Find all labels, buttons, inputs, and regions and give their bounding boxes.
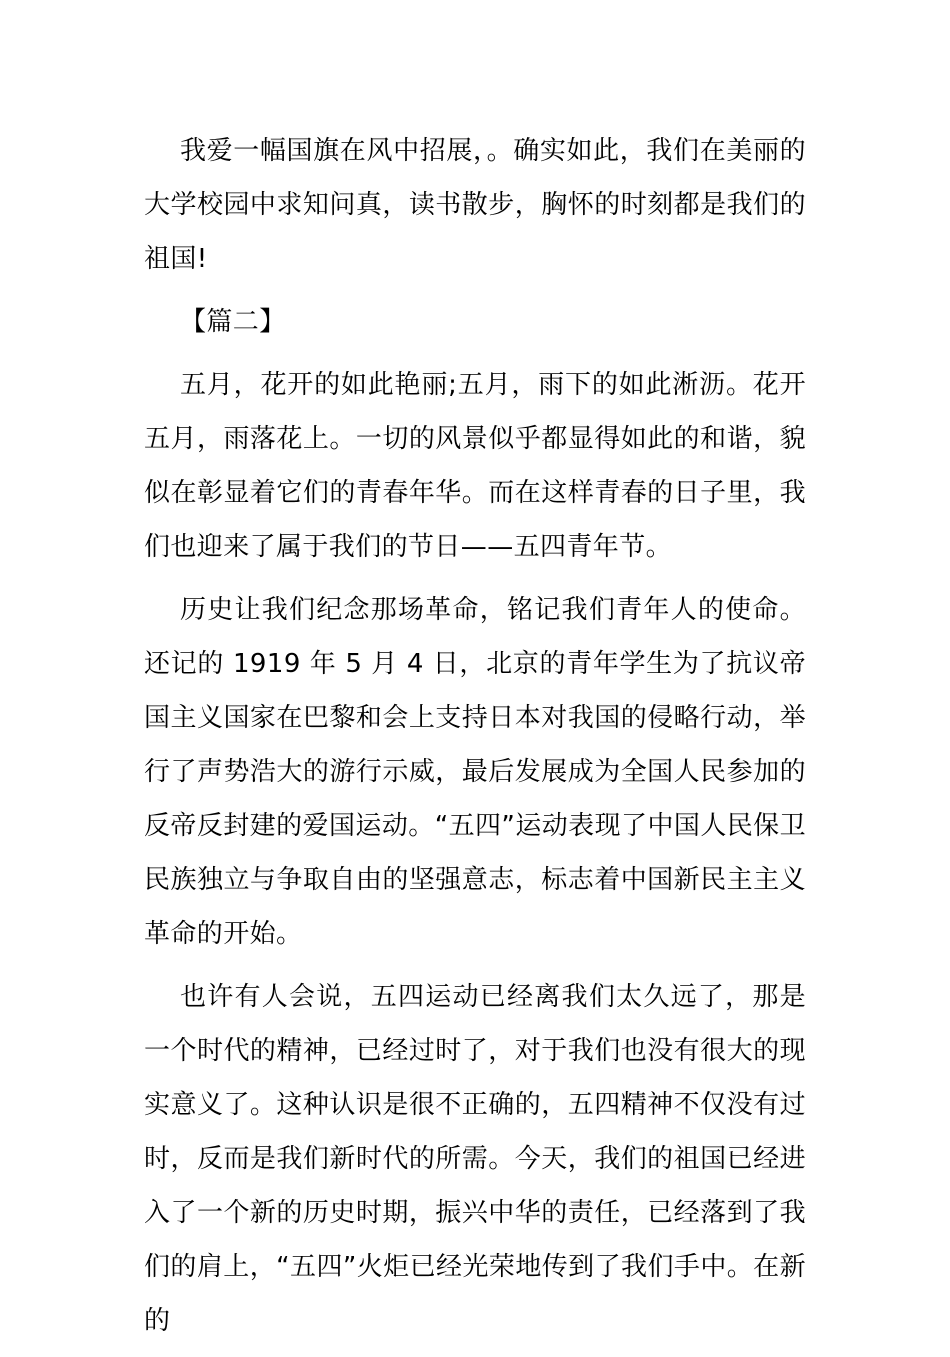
paragraph-2: 五月，花开的如此艳丽;五月，雨下的如此淅沥。花开五月，雨落花上。一切的风景似乎都显得如此的和谐，貌似在彰显着它们的青春年华。而在这样青春的日子里，我们也迎来了属于我们的节日——五四青年节。 — [144, 370, 806, 562]
paragraph-4: 也许有人会说，五四运动已经离我们太久远了，那是一个时代的精神，已经过时了，对于我们也没有很大的现实意义了。这种认识是很不正确的，五四精神不仅没有过时，反而是我们新时代的所需。今天，我们的祖国已经进入了一个新的历史时期，振兴中华的责任，已经落到了我们的肩上，“五四”火炬已经光荣地传到了我们手中。在新的 — [144, 982, 806, 1336]
document-body — [144, 124, 806, 1357]
paragraph-1: 我爱一幅国旗在风中招展，。确实如此，我们在美丽的大学校园中求知问真，读书散步，胸怀的时刻都是我们的祖国! — [144, 136, 806, 274]
section-heading: 【篇二】 — [180, 307, 286, 337]
paragraph-3: 历史让我们纪念那场革命，铭记我们青年人的使命。还记的 1919 年 5 月 4 日，北京的青年学生为了抗议帝国主义国家在巴黎和会上支持日本对我国的侵略行动，举行了声势浩大的游行示威，最后发展成为全国人民参加的反帝反封建的爱国运动。“五四”运动表现了中国人民保卫民族独立与争取自由的坚强意志，标志着中国新民主主义革命的开始。 — [144, 595, 806, 949]
